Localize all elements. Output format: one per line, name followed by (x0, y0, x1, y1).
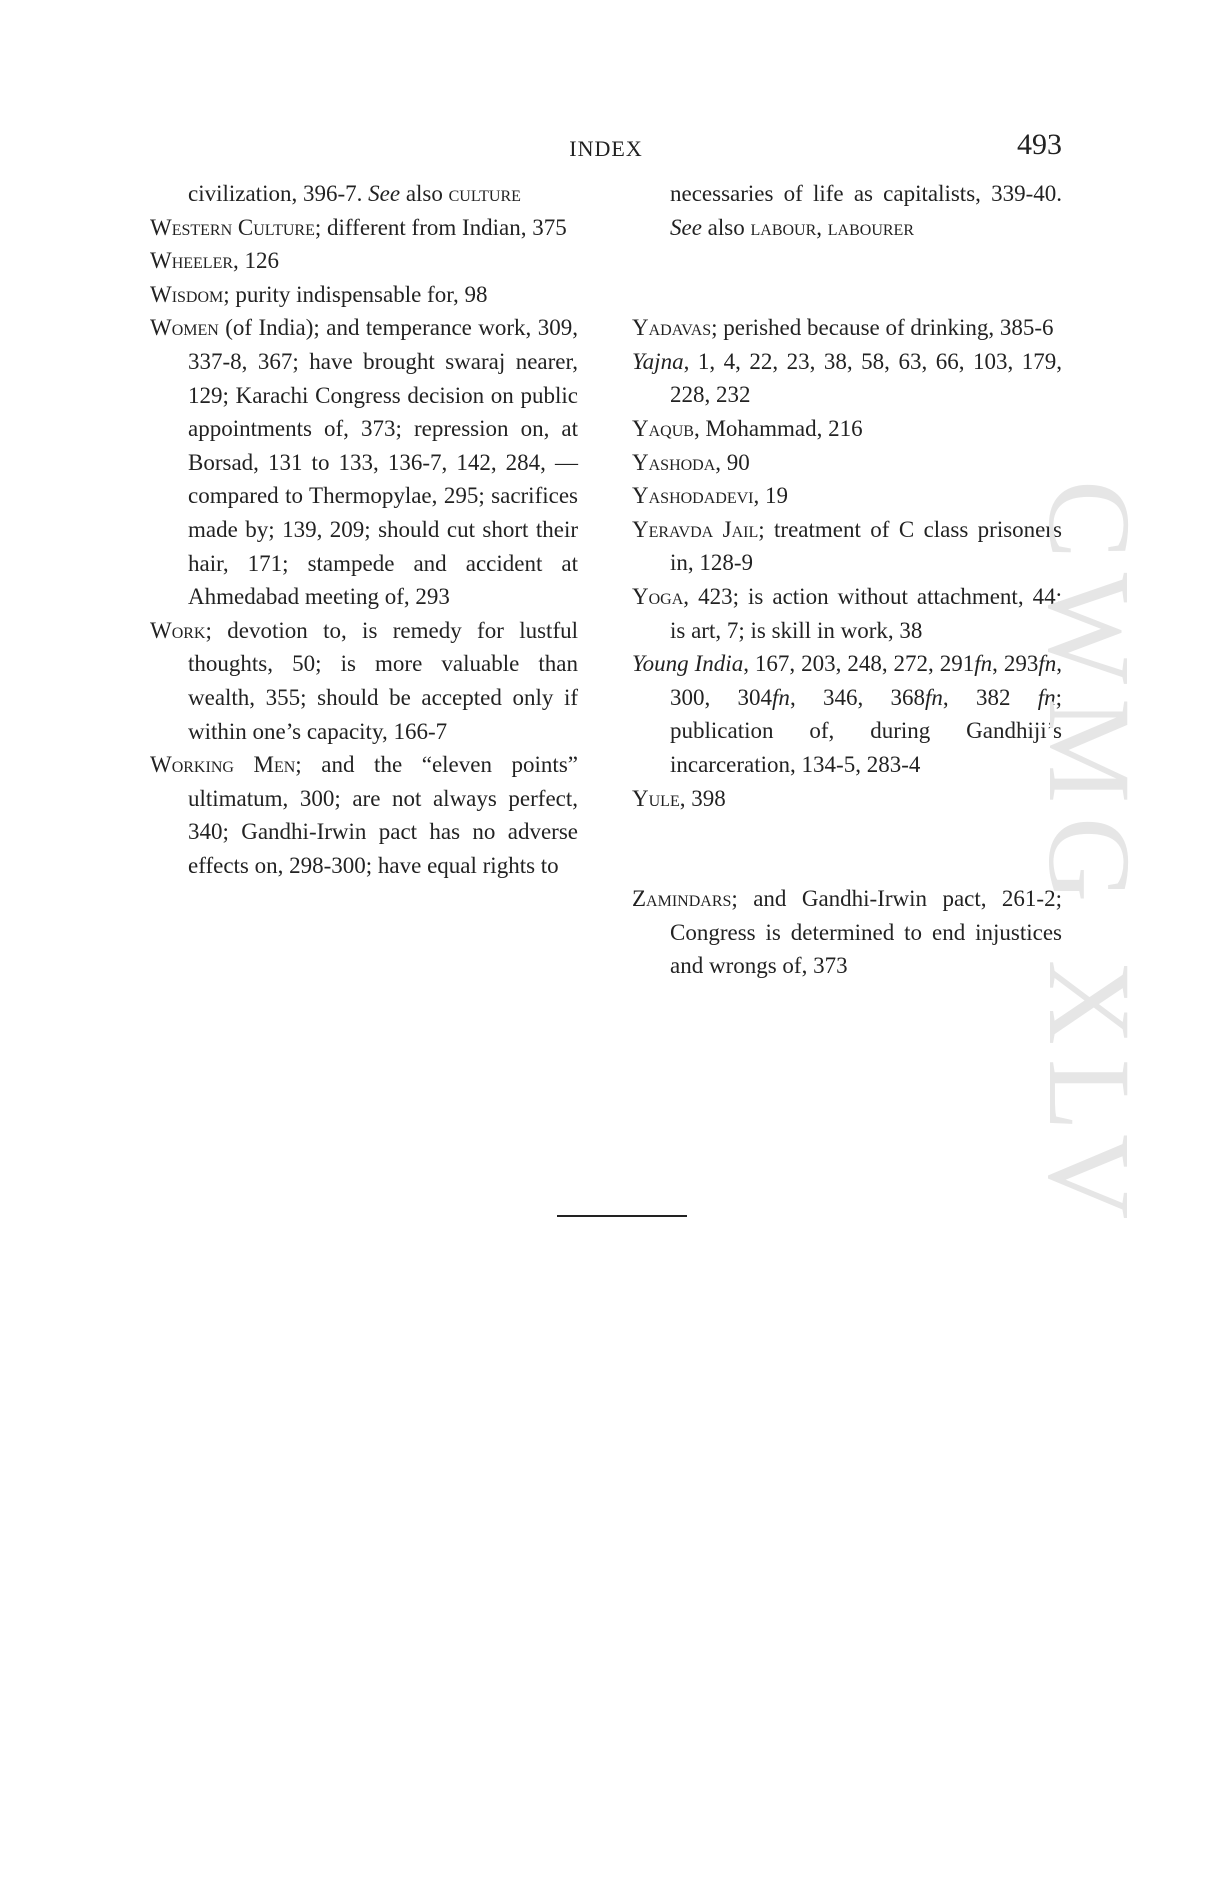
italic-text: See (368, 181, 401, 206)
watermark-text: CWMG XLV (1024, 480, 1140, 1234)
index-term: Women (150, 315, 219, 341)
right-column (632, 177, 1062, 983)
index-term: Yashodadevi (632, 483, 754, 509)
index-entry (150, 244, 578, 278)
index-entry (150, 311, 578, 613)
page-header (150, 128, 1062, 168)
index-entry (632, 345, 1062, 412)
entry-text: , 126 (233, 248, 280, 274)
index-entry (150, 177, 578, 211)
entry-text: ; perished because of drinking, 385-6 (711, 315, 1054, 341)
italic-text: Yajna (632, 348, 684, 374)
entry-text: also (701, 214, 751, 240)
index-term: Western Culture (150, 214, 315, 240)
index-term: culture (448, 181, 521, 206)
italic-text: See (670, 214, 702, 240)
entry-text: ; and the “eleven points” ultimatum, 300; are not always perfect, 340; Gandhi-Irwin pact has no adverse effects on, 298-300; have equal rights to (188, 752, 578, 878)
entry-text: , 300, 304 (670, 651, 1063, 710)
index-term: Wheeler (150, 248, 234, 274)
entry-text: also (400, 181, 449, 206)
index-term: Zamindars (632, 886, 732, 912)
index-entry (632, 782, 1062, 816)
index-entry (150, 211, 578, 245)
entry-text: , 423; is action without attachment, 44; is art, 7; is skill in work, 38 (670, 583, 1062, 643)
index-entry (150, 278, 578, 312)
end-rule (557, 1215, 687, 1217)
index-entry (632, 446, 1062, 480)
italic-text: fn (925, 684, 943, 710)
entry-text: , 293 (992, 651, 1039, 677)
entry-text: ; devotion to, is remedy for lustful thoughts, 50; is more valuable than wealth, 355; should be accepted only if within one’s capacity, 166-7 (188, 617, 578, 744)
index-term: Yule (632, 785, 680, 811)
index-entry (632, 412, 1062, 446)
entry-text: ; different from Indian, 375 (314, 214, 567, 240)
left-column (150, 177, 578, 882)
page-number: 493 (1017, 128, 1062, 161)
italic-text: fn (1037, 684, 1056, 710)
italic-text: fn (1038, 651, 1057, 677)
entry-text: civilization, 396-7. (188, 181, 369, 206)
index-entry (150, 748, 578, 882)
index-term: Work (150, 617, 206, 643)
entry-text: , 382 (942, 684, 1038, 710)
italic-text: fn (772, 684, 790, 710)
entry-text: , 346, 368 (789, 684, 926, 710)
index-entry (632, 580, 1062, 647)
running-head: INDEX (569, 136, 643, 161)
entry-text: ; purity indispensable for, 98 (223, 281, 488, 307)
italic-text: fn (974, 651, 993, 677)
index-term: Wisdom (150, 281, 224, 307)
italic-text: Young India (632, 651, 744, 677)
index-entry (632, 177, 1062, 244)
index-entry (632, 647, 1062, 781)
watermark (1010, 480, 1140, 1410)
entry-text: , 1, 4, 22, 23, 38, 58, 63, 66, 103, 179, 228, 232 (670, 348, 1062, 408)
entry-text: necessaries of life as capitalists, 339-40. (670, 181, 1062, 206)
index-term: Working Men (150, 752, 296, 778)
entry-text: ; and Gandhi-Irwin pact, 261-2; Congress is determined to end injustices and wrongs of, 373 (670, 886, 1062, 979)
entry-text: , Mohammad, 216 (693, 415, 863, 441)
index-entry (632, 479, 1062, 513)
entry-text: (of India); and temperance work, 309, 337-8, 367; have brought swaraj nearer, 129; Karachi Congress decision on public appointments of, 373; repression on, at Borsad, 131 to 133, 136-7, 142, 284, — compared to Thermopylae, 295; sacrifices made by; 139, 209; should cut short their hair, 171; stampede and accident at Ahmedabad meeting of, 293 (188, 315, 578, 610)
index-term: Yaqub (632, 415, 694, 441)
entry-text: ; treatment of C class prisoners in, 128-9 (670, 516, 1063, 576)
index-entry (632, 882, 1062, 983)
entry-text: , 398 (679, 785, 726, 811)
index-term: Yadavas (632, 315, 712, 341)
entry-text: , 90 (715, 449, 750, 475)
index-entry (632, 311, 1062, 345)
index-term: Yeravda Jail (632, 516, 759, 542)
index-entry (632, 513, 1062, 580)
index-entry (150, 614, 578, 748)
index-term: labour, labourer (750, 214, 914, 240)
entry-text: ; publication of, during Gandhiji’s incarceration, 134-5, 283-4 (670, 684, 1063, 777)
entry-text: , 19 (753, 483, 788, 509)
index-term: Yoga (632, 583, 684, 609)
entry-text: , 167, 203, 248, 272, 291 (743, 651, 975, 677)
index-term: Yashoda (632, 449, 716, 475)
